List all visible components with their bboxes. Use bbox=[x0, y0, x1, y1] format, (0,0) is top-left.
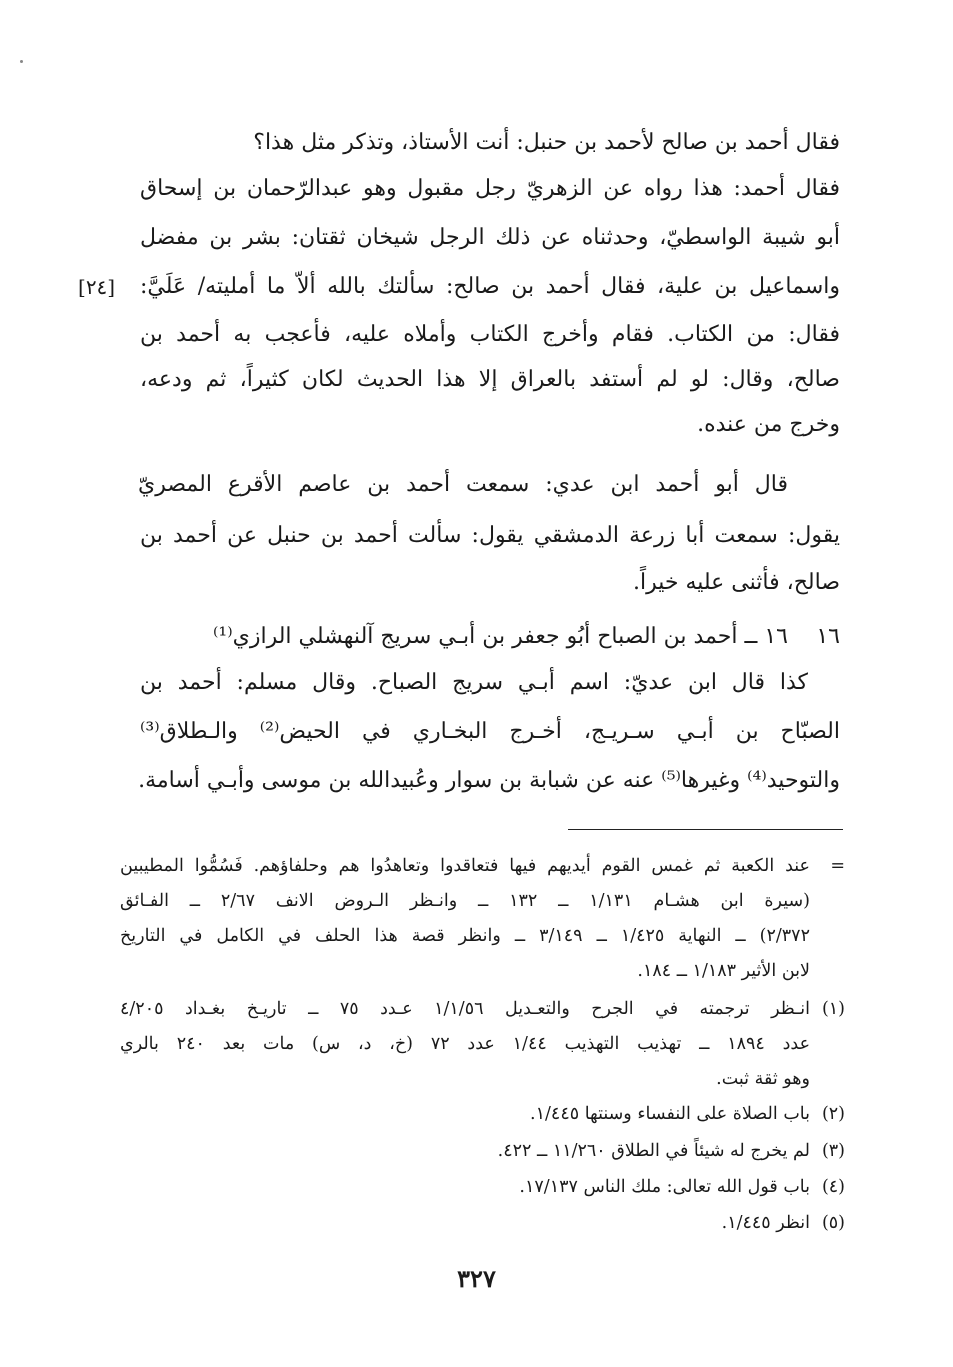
manuscript-folio-ref: [٢٤] bbox=[78, 275, 116, 299]
footnote-number: (٣) bbox=[821, 1141, 845, 1161]
body-line: يقول: سمعت أبا زرعة الدمشقي يقول: سألت أحمد بن حنبل عن أحمد بن bbox=[140, 523, 840, 548]
footnote-line: انـظر ترجمته في الجرح والتعـديل ١/١/٥٦ عـدد ٧٥ ــ تاريـخ بغـداد ٤/٢٠٥ bbox=[120, 999, 810, 1019]
footnote-line: انظر ١/٤٤٥. bbox=[721, 1213, 810, 1233]
footnote-line: لم يخرج له شيئاً في الطلاق ١١/٢٦٠ ــ ٤٢٢. bbox=[497, 1141, 810, 1161]
body-line: والتوحيد⁽⁴⁾ وغيرها⁽⁵⁾ عنه عن شبابة بن سوار وعُبيدالله بن موسى وأبـي أسامة. bbox=[138, 768, 840, 793]
body-line: أبو شيبة الواسطيّ، وحدثناه عن ذلك الرجل شيخان ثقتان: بشر بن مفضل bbox=[140, 225, 840, 250]
footnote-line: (سيرة ابن هشـام ١/١٣١ ــ ١٣٢ ــ وانـظر الـروض الانف ٢/٦٧ ــ الفـائق bbox=[120, 891, 810, 911]
page-number: ٣٢٧ bbox=[457, 1264, 496, 1293]
footnote-continued-marker: = bbox=[830, 856, 845, 876]
footnote-line: لابن الأثير ١/١٨٣ ــ ١٨٤. bbox=[637, 961, 810, 981]
footnote-line: باب الصلاة على النفساء وسنتها ١/٤٤٥. bbox=[530, 1104, 810, 1124]
body-line: قال أبو أحمد ابن عدي: سمعت أحمد بن عاصم الأقرع المصريّ bbox=[138, 472, 788, 497]
body-line: وخرج من عنده. bbox=[697, 412, 840, 437]
footnote-line: باب قول الله تعالى: ملك الناس ١٧/١٣٧. bbox=[519, 1177, 810, 1197]
footnote-number: (٤) bbox=[821, 1177, 845, 1197]
footnote-line: عدد ١٨٩٤ ــ تهذيب التهذيب ١/٤٤ عدد ٧٢ (خ، د، س) مات بعد ٢٤٠ بالري bbox=[120, 1034, 811, 1054]
body-line: فقال أحمد بن صالح لأحمد بن حنبل: أنت الأستاذ، وتذكر مثل هذا؟ bbox=[253, 130, 840, 155]
footnote-line: عند الكعبة ثم غمس القوم أيديهم فيها فتعاقدوا وتعاهدُوا هم وحلفاؤهم. فَسُمُّوا المطيبين bbox=[120, 856, 810, 876]
body-line: فقال: من الكتاب. فقام وأخرج الكتاب وأملاه عليه، فأعجب به أحمد بن bbox=[140, 322, 840, 347]
entry-number: ١٦ bbox=[816, 624, 840, 649]
footnote-separator bbox=[568, 829, 843, 830]
body-line: واسماعيل بن علية، فقال أحمد بن صالح: سألتك بالله ألاّ ما أمليته/ عَلَيَّ: bbox=[140, 274, 840, 299]
footnote-line: ٢/٣٧٢) ــ النهاية ١/٤٢٥ ــ ٣/١٤٩ ــ وانظر قصة هذا الحلف في الكامل في التاريخ bbox=[120, 926, 810, 946]
body-line: فقال أحمد: هذا رواه عن الزهريّ رجل مقبول وهو عبدالرّحمان بن إسحاق bbox=[140, 176, 840, 201]
body-line: كذا قال ابن عديّ: اسم أبـي سريج الصباح. وقال مسلم: أحمد بن bbox=[140, 670, 808, 695]
footnote-number: (٥) bbox=[821, 1213, 845, 1233]
footnote-number: (١) bbox=[821, 999, 845, 1019]
footnote-number: (٢) bbox=[821, 1104, 845, 1124]
body-line: صالح، وقال: لو لم أستفد بالعراق إلا هذا الحديث لكان كثيراً، ثم ودعه، bbox=[140, 367, 840, 392]
body-line: صالح، فأثنى عليه خيراً. bbox=[632, 570, 840, 595]
footnote-line: وهو ثقة ثبت. bbox=[716, 1069, 810, 1089]
body-line: الصبّاح بن أبـي سـريـج، أخـرج البخـاري في الحيض⁽²⁾ والـطلاق⁽³⁾ bbox=[140, 719, 840, 744]
entry-title: ١٦ ــ أحمد بن الصباح أبُو جعفر بن أبـي سريج آلنهشلي الرازي⁽¹⁾ bbox=[213, 624, 788, 649]
scan-speck bbox=[20, 60, 23, 63]
